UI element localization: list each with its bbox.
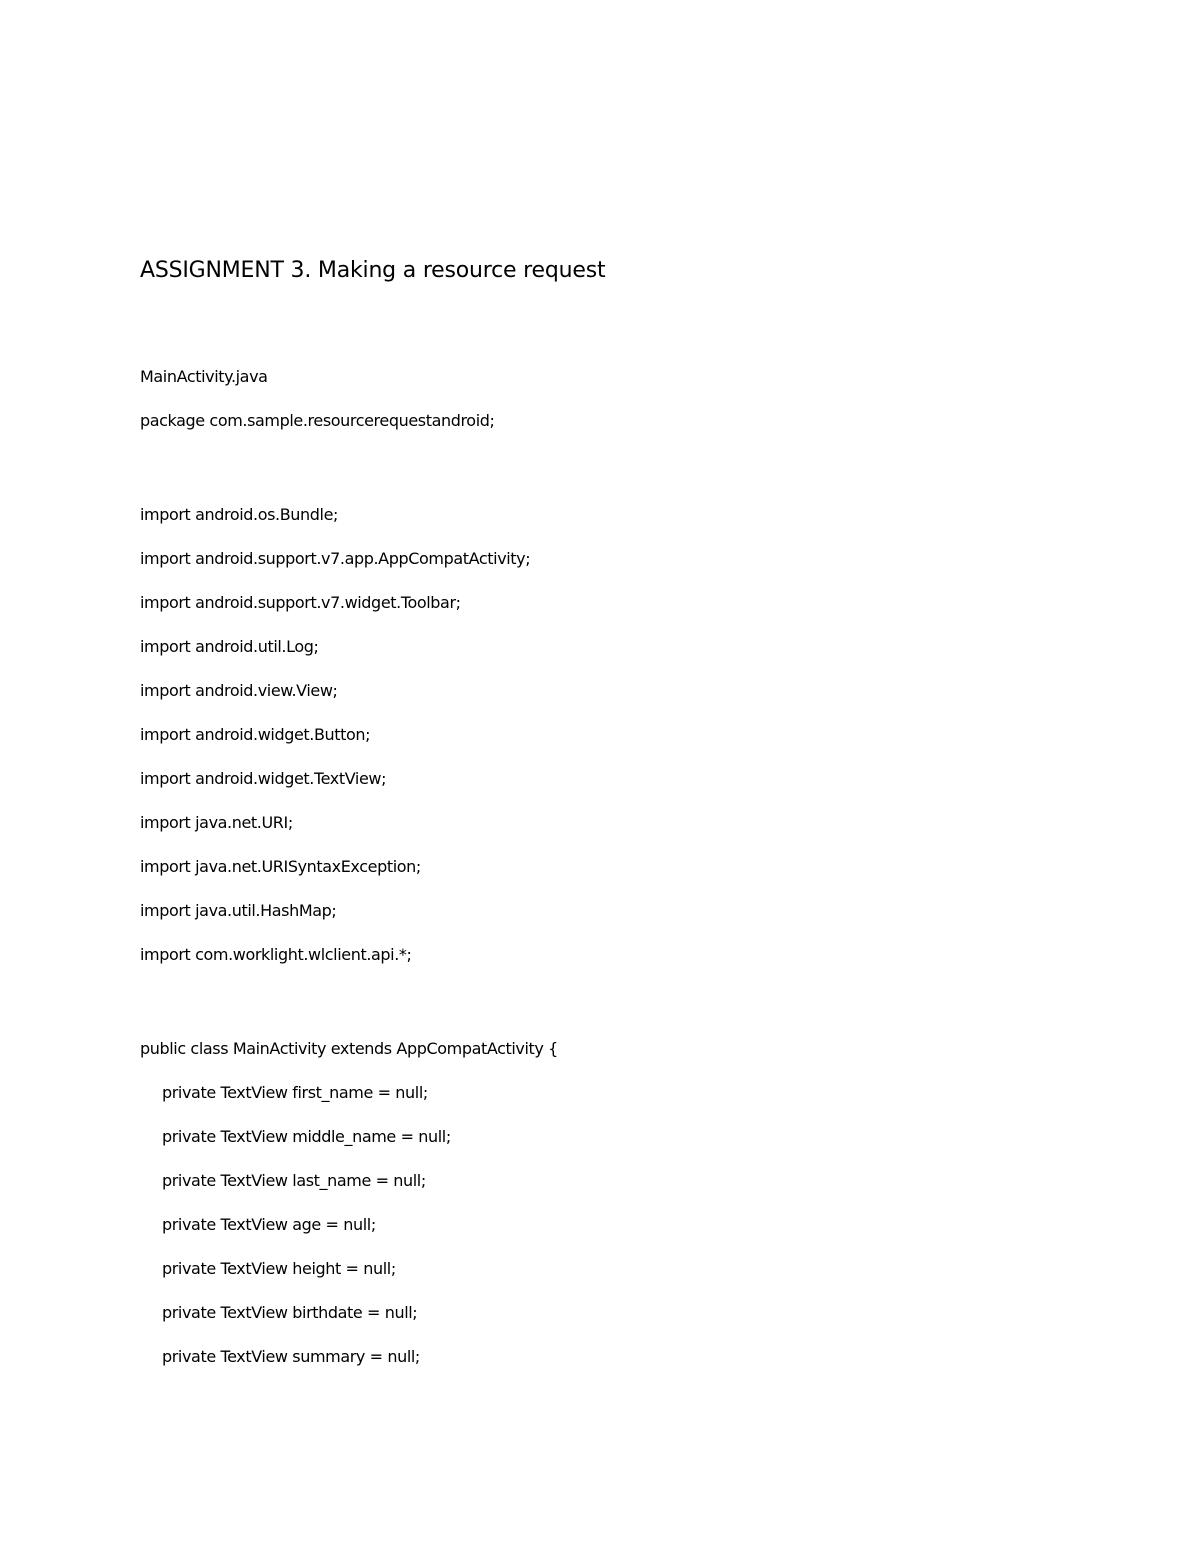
field-line: private TextView summary = null; [162, 1347, 420, 1366]
document-title: ASSIGNMENT 3. Making a resource request [140, 258, 606, 283]
import-line: import android.util.Log; [140, 637, 319, 656]
import-line: import android.widget.TextView; [140, 769, 387, 788]
class-declaration: public class MainActivity extends AppCompatActivity { [140, 1039, 558, 1058]
import-line: import android.os.Bundle; [140, 505, 339, 524]
field-line: private TextView age = null; [162, 1215, 376, 1234]
import-line: import java.net.URI; [140, 813, 293, 832]
field-line: private TextView height = null; [162, 1259, 396, 1278]
package-line: package com.sample.resourcerequestandroid; [140, 411, 495, 430]
import-line: import android.widget.Button; [140, 725, 371, 744]
import-line: import java.net.URISyntaxException; [140, 857, 421, 876]
import-line: import android.support.v7.widget.Toolbar; [140, 593, 461, 612]
field-line: private TextView middle_name = null; [162, 1127, 451, 1146]
import-line: import android.support.v7.app.AppCompatActivity; [140, 549, 531, 568]
field-line: private TextView first_name = null; [162, 1083, 428, 1102]
filename-label: MainActivity.java [140, 367, 268, 386]
import-line: import java.util.HashMap; [140, 901, 337, 920]
import-line: import com.worklight.wlclient.api.*; [140, 945, 412, 964]
import-line: import android.view.View; [140, 681, 338, 700]
field-line: private TextView last_name = null; [162, 1171, 426, 1190]
field-line: private TextView birthdate = null; [162, 1303, 418, 1322]
